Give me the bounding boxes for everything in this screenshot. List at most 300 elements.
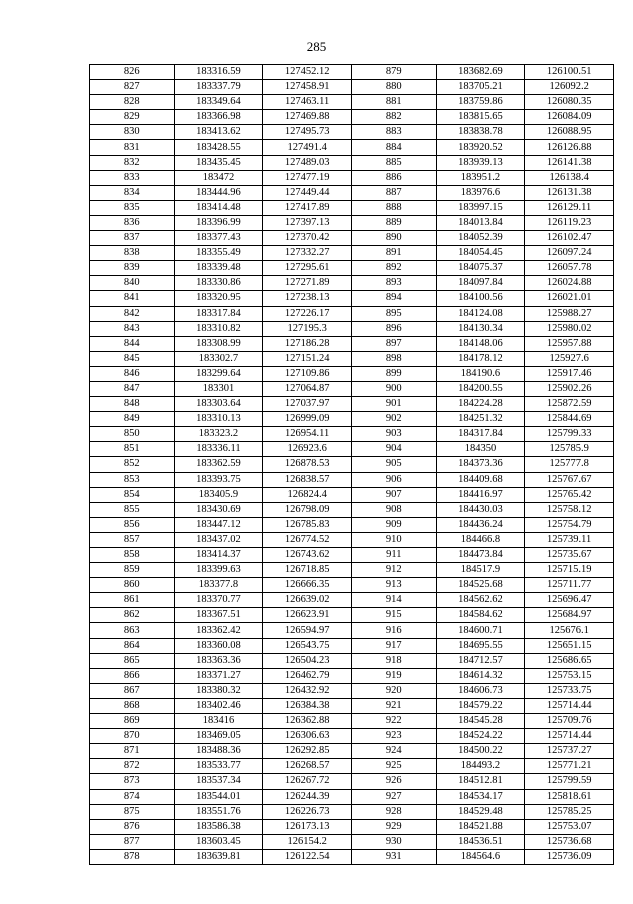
x-coordinate-cell: 184317.84: [436, 427, 525, 442]
x-coordinate-cell: 184409.68: [436, 472, 525, 487]
y-coordinate-cell: 125736.68: [525, 834, 614, 849]
point-number-cell: 845: [90, 351, 175, 366]
y-coordinate-cell: 126292.85: [263, 744, 352, 759]
x-coordinate-cell: 184695.55: [436, 638, 525, 653]
point-number-cell: 919: [351, 668, 436, 683]
y-coordinate-cell: 125737.27: [525, 744, 614, 759]
x-coordinate-cell: 183447.12: [174, 517, 263, 532]
point-number-cell: 851: [90, 442, 175, 457]
y-coordinate-cell: 126594.97: [263, 623, 352, 638]
x-coordinate-cell: 184473.84: [436, 548, 525, 563]
x-coordinate-cell: 183339.48: [174, 261, 263, 276]
point-number-cell: 859: [90, 563, 175, 578]
x-coordinate-cell: 183377.43: [174, 231, 263, 246]
x-coordinate-cell: 183316.59: [174, 65, 263, 80]
x-coordinate-cell: 183682.69: [436, 65, 525, 80]
point-number-cell: 930: [351, 834, 436, 849]
x-coordinate-cell: 184148.06: [436, 336, 525, 351]
y-coordinate-cell: 127469.88: [263, 110, 352, 125]
point-number-cell: 841: [90, 291, 175, 306]
y-coordinate-cell: 125739.11: [525, 532, 614, 547]
y-coordinate-cell: 126131.38: [525, 185, 614, 200]
x-coordinate-cell: 183362.59: [174, 457, 263, 472]
x-coordinate-cell: 183405.9: [174, 487, 263, 502]
y-coordinate-cell: 125785.25: [525, 804, 614, 819]
x-coordinate-cell: 184430.03: [436, 502, 525, 517]
y-coordinate-cell: 127186.28: [263, 336, 352, 351]
point-number-cell: 866: [90, 668, 175, 683]
point-number-cell: 894: [351, 291, 436, 306]
x-coordinate-cell: 184524.22: [436, 729, 525, 744]
y-coordinate-cell: 125676.1: [525, 623, 614, 638]
point-number-cell: 837: [90, 231, 175, 246]
table-row: [90, 683, 614, 698]
x-coordinate-cell: 183639.81: [174, 849, 263, 864]
table-row: [90, 668, 614, 683]
x-coordinate-cell: 183414.48: [174, 200, 263, 215]
y-coordinate-cell: 126267.72: [263, 774, 352, 789]
point-number-cell: 925: [351, 759, 436, 774]
x-coordinate-cell: 183544.01: [174, 789, 263, 804]
y-coordinate-cell: 125714.44: [525, 729, 614, 744]
y-coordinate-cell: 126878.53: [263, 457, 352, 472]
point-number-cell: 893: [351, 276, 436, 291]
point-number-cell: 830: [90, 125, 175, 140]
point-number-cell: 884: [351, 140, 436, 155]
table-row: [90, 125, 614, 140]
y-coordinate-cell: 125902.26: [525, 381, 614, 396]
x-coordinate-cell: 184052.39: [436, 231, 525, 246]
table-row: [90, 215, 614, 230]
x-coordinate-cell: 183363.36: [174, 653, 263, 668]
x-coordinate-cell: 184521.88: [436, 819, 525, 834]
y-coordinate-cell: 127495.73: [263, 125, 352, 140]
table-row: [90, 608, 614, 623]
y-coordinate-cell: 126126.88: [525, 140, 614, 155]
y-coordinate-cell: 127463.11: [263, 95, 352, 110]
y-coordinate-cell: 126785.83: [263, 517, 352, 532]
x-coordinate-cell: 183759.86: [436, 95, 525, 110]
point-number-cell: 910: [351, 532, 436, 547]
point-number-cell: 843: [90, 321, 175, 336]
x-coordinate-cell: 184013.84: [436, 215, 525, 230]
point-number-cell: 858: [90, 548, 175, 563]
point-number-cell: 895: [351, 306, 436, 321]
y-coordinate-cell: 127449.44: [263, 185, 352, 200]
y-coordinate-cell: 126021.01: [525, 291, 614, 306]
y-coordinate-cell: 125785.9: [525, 442, 614, 457]
point-number-cell: 920: [351, 683, 436, 698]
point-number-cell: 917: [351, 638, 436, 653]
point-number-cell: 867: [90, 683, 175, 698]
y-coordinate-cell: 125754.79: [525, 517, 614, 532]
x-coordinate-cell: 184436.24: [436, 517, 525, 532]
point-number-cell: 872: [90, 759, 175, 774]
y-coordinate-cell: 126100.51: [525, 65, 614, 80]
point-number-cell: 888: [351, 200, 436, 215]
point-number-cell: 855: [90, 502, 175, 517]
y-coordinate-cell: 127332.27: [263, 246, 352, 261]
y-coordinate-cell: 125684.97: [525, 608, 614, 623]
y-coordinate-cell: 125767.67: [525, 472, 614, 487]
x-coordinate-cell: 183416: [174, 714, 263, 729]
x-coordinate-cell: 184190.6: [436, 366, 525, 381]
point-number-cell: 839: [90, 261, 175, 276]
table-row: [90, 548, 614, 563]
y-coordinate-cell: 127458.91: [263, 80, 352, 95]
x-coordinate-cell: 183360.08: [174, 638, 263, 653]
point-number-cell: 836: [90, 215, 175, 230]
point-number-cell: 878: [90, 849, 175, 864]
point-number-cell: 931: [351, 849, 436, 864]
x-coordinate-cell: 183302.7: [174, 351, 263, 366]
table-row: [90, 442, 614, 457]
y-coordinate-cell: 126088.95: [525, 125, 614, 140]
point-number-cell: 887: [351, 185, 436, 200]
x-coordinate-cell: 184097.84: [436, 276, 525, 291]
y-coordinate-cell: 126639.02: [263, 593, 352, 608]
table-row: [90, 185, 614, 200]
point-number-cell: 929: [351, 819, 436, 834]
x-coordinate-cell: 183435.45: [174, 155, 263, 170]
x-coordinate-cell: 183366.98: [174, 110, 263, 125]
table-row: [90, 65, 614, 80]
x-coordinate-cell: 183330.86: [174, 276, 263, 291]
point-number-cell: 831: [90, 140, 175, 155]
y-coordinate-cell: 126623.91: [263, 608, 352, 623]
table-row: [90, 140, 614, 155]
x-coordinate-cell: 184545.28: [436, 714, 525, 729]
x-coordinate-cell: 183362.42: [174, 623, 263, 638]
y-coordinate-cell: 126774.52: [263, 532, 352, 547]
table-row: [90, 472, 614, 487]
x-coordinate-cell: 184054.45: [436, 246, 525, 261]
table-row: [90, 110, 614, 125]
y-coordinate-cell: 126798.09: [263, 502, 352, 517]
y-coordinate-cell: 125765.42: [525, 487, 614, 502]
table-row: [90, 714, 614, 729]
table-row: [90, 759, 614, 774]
table-row: [90, 638, 614, 653]
x-coordinate-cell: 184500.22: [436, 744, 525, 759]
y-coordinate-cell: 125927.6: [525, 351, 614, 366]
y-coordinate-cell: 126244.39: [263, 789, 352, 804]
table-row: [90, 819, 614, 834]
point-number-cell: 864: [90, 638, 175, 653]
x-coordinate-cell: 183437.02: [174, 532, 263, 547]
point-number-cell: 861: [90, 593, 175, 608]
y-coordinate-cell: 126119.23: [525, 215, 614, 230]
y-coordinate-cell: 125988.27: [525, 306, 614, 321]
x-coordinate-cell: 183705.21: [436, 80, 525, 95]
point-number-cell: 911: [351, 548, 436, 563]
x-coordinate-cell: 183838.78: [436, 125, 525, 140]
table-row: [90, 80, 614, 95]
y-coordinate-cell: 126154.2: [263, 834, 352, 849]
y-coordinate-cell: 126824.4: [263, 487, 352, 502]
point-number-cell: 921: [351, 698, 436, 713]
x-coordinate-cell: 183586.38: [174, 819, 263, 834]
table-row: [90, 774, 614, 789]
point-number-cell: 908: [351, 502, 436, 517]
y-coordinate-cell: 127295.61: [263, 261, 352, 276]
point-number-cell: 840: [90, 276, 175, 291]
point-number-cell: 881: [351, 95, 436, 110]
y-coordinate-cell: 125844.69: [525, 412, 614, 427]
point-number-cell: 890: [351, 231, 436, 246]
x-coordinate-cell: 183399.63: [174, 563, 263, 578]
x-coordinate-cell: 183533.77: [174, 759, 263, 774]
y-coordinate-cell: 126080.35: [525, 95, 614, 110]
table-row: [90, 804, 614, 819]
x-coordinate-cell: 183976.6: [436, 185, 525, 200]
y-coordinate-cell: 127151.24: [263, 351, 352, 366]
point-number-cell: 901: [351, 397, 436, 412]
table-row: [90, 306, 614, 321]
y-coordinate-cell: 127452.12: [263, 65, 352, 80]
y-coordinate-cell: 125771.21: [525, 759, 614, 774]
y-coordinate-cell: 125696.47: [525, 593, 614, 608]
x-coordinate-cell: 183469.05: [174, 729, 263, 744]
table-row: [90, 729, 614, 744]
point-number-cell: 882: [351, 110, 436, 125]
x-coordinate-cell: 183310.82: [174, 321, 263, 336]
table-row: [90, 276, 614, 291]
table-row: [90, 789, 614, 804]
page-number: 285: [306, 39, 327, 54]
point-number-cell: 827: [90, 80, 175, 95]
x-coordinate-cell: 183413.62: [174, 125, 263, 140]
x-coordinate-cell: 184584.62: [436, 608, 525, 623]
point-number-cell: 896: [351, 321, 436, 336]
y-coordinate-cell: 126954.11: [263, 427, 352, 442]
y-coordinate-cell: 126024.88: [525, 276, 614, 291]
x-coordinate-cell: 183430.69: [174, 502, 263, 517]
point-number-cell: 915: [351, 608, 436, 623]
y-coordinate-cell: 126838.57: [263, 472, 352, 487]
x-coordinate-cell: 183537.34: [174, 774, 263, 789]
x-coordinate-cell: 183551.76: [174, 804, 263, 819]
x-coordinate-cell: 183402.46: [174, 698, 263, 713]
point-number-cell: 828: [90, 95, 175, 110]
x-coordinate-cell: 183377.8: [174, 578, 263, 593]
point-number-cell: 829: [90, 110, 175, 125]
table-row: [90, 381, 614, 396]
x-coordinate-cell: 184130.34: [436, 321, 525, 336]
y-coordinate-cell: 126226.73: [263, 804, 352, 819]
x-coordinate-cell: 183337.79: [174, 80, 263, 95]
point-number-cell: 833: [90, 170, 175, 185]
y-coordinate-cell: 126923.6: [263, 442, 352, 457]
x-coordinate-cell: 183317.84: [174, 306, 263, 321]
x-coordinate-cell: 183380.32: [174, 683, 263, 698]
x-coordinate-cell: 184534.17: [436, 789, 525, 804]
y-coordinate-cell: 127417.89: [263, 200, 352, 215]
x-coordinate-cell: 183444.96: [174, 185, 263, 200]
point-number-cell: 848: [90, 397, 175, 412]
point-number-cell: 924: [351, 744, 436, 759]
y-coordinate-cell: 125733.75: [525, 683, 614, 698]
point-number-cell: 928: [351, 804, 436, 819]
point-number-cell: 834: [90, 185, 175, 200]
y-coordinate-cell: 125799.33: [525, 427, 614, 442]
y-coordinate-cell: 126504.23: [263, 653, 352, 668]
table-row: [90, 834, 614, 849]
y-coordinate-cell: 126384.38: [263, 698, 352, 713]
point-number-cell: 897: [351, 336, 436, 351]
x-coordinate-cell: 184416.97: [436, 487, 525, 502]
table-row: [90, 291, 614, 306]
x-coordinate-cell: 184100.56: [436, 291, 525, 306]
y-coordinate-cell: 127491.4: [263, 140, 352, 155]
y-coordinate-cell: 126306.63: [263, 729, 352, 744]
y-coordinate-cell: 125735.67: [525, 548, 614, 563]
x-coordinate-cell: 183815.65: [436, 110, 525, 125]
table-row: [90, 698, 614, 713]
y-coordinate-cell: 125736.09: [525, 849, 614, 864]
y-coordinate-cell: 126718.85: [263, 563, 352, 578]
x-coordinate-cell: 184224.28: [436, 397, 525, 412]
coordinates-table: [89, 64, 614, 865]
point-number-cell: 871: [90, 744, 175, 759]
x-coordinate-cell: 183349.64: [174, 95, 263, 110]
x-coordinate-cell: 184350: [436, 442, 525, 457]
table-row: [90, 578, 614, 593]
x-coordinate-cell: 184200.55: [436, 381, 525, 396]
x-coordinate-cell: 183396.99: [174, 215, 263, 230]
point-number-cell: 869: [90, 714, 175, 729]
x-coordinate-cell: 183393.75: [174, 472, 263, 487]
table-row: [90, 155, 614, 170]
x-coordinate-cell: 183336.11: [174, 442, 263, 457]
y-coordinate-cell: 127109.86: [263, 366, 352, 381]
point-number-cell: 832: [90, 155, 175, 170]
point-number-cell: 900: [351, 381, 436, 396]
y-coordinate-cell: 127370.42: [263, 231, 352, 246]
table-row: [90, 397, 614, 412]
table-row: [90, 593, 614, 608]
x-coordinate-cell: 184536.51: [436, 834, 525, 849]
point-number-cell: 852: [90, 457, 175, 472]
y-coordinate-cell: 125758.12: [525, 502, 614, 517]
point-number-cell: 838: [90, 246, 175, 261]
coordinates-table-body: [90, 65, 614, 865]
point-number-cell: 885: [351, 155, 436, 170]
table-row: [90, 200, 614, 215]
point-number-cell: 916: [351, 623, 436, 638]
y-coordinate-cell: 127238.13: [263, 291, 352, 306]
table-row: [90, 532, 614, 547]
x-coordinate-cell: 184525.68: [436, 578, 525, 593]
x-coordinate-cell: 184712.57: [436, 653, 525, 668]
y-coordinate-cell: 125651.15: [525, 638, 614, 653]
point-number-cell: 850: [90, 427, 175, 442]
point-number-cell: 879: [351, 65, 436, 80]
point-number-cell: 842: [90, 306, 175, 321]
y-coordinate-cell: 127064.87: [263, 381, 352, 396]
x-coordinate-cell: 183951.2: [436, 170, 525, 185]
y-coordinate-cell: 127195.3: [263, 321, 352, 336]
point-number-cell: 862: [90, 608, 175, 623]
point-number-cell: 899: [351, 366, 436, 381]
y-coordinate-cell: 127477.19: [263, 170, 352, 185]
y-coordinate-cell: 125711.77: [525, 578, 614, 593]
point-number-cell: 870: [90, 729, 175, 744]
point-number-cell: 918: [351, 653, 436, 668]
x-coordinate-cell: 184373.36: [436, 457, 525, 472]
table-row: [90, 366, 614, 381]
x-coordinate-cell: 183308.99: [174, 336, 263, 351]
y-coordinate-cell: 125980.02: [525, 321, 614, 336]
x-coordinate-cell: 184466.8: [436, 532, 525, 547]
y-coordinate-cell: 125799.59: [525, 774, 614, 789]
x-coordinate-cell: 183472: [174, 170, 263, 185]
y-coordinate-cell: 126129.11: [525, 200, 614, 215]
x-coordinate-cell: 183367.51: [174, 608, 263, 623]
x-coordinate-cell: 183299.64: [174, 366, 263, 381]
point-number-cell: 875: [90, 804, 175, 819]
x-coordinate-cell: 184493.2: [436, 759, 525, 774]
y-coordinate-cell: 125777.8: [525, 457, 614, 472]
point-number-cell: 906: [351, 472, 436, 487]
y-coordinate-cell: 127489.03: [263, 155, 352, 170]
table-row: [90, 457, 614, 472]
x-coordinate-cell: 183920.52: [436, 140, 525, 155]
x-coordinate-cell: 183323.2: [174, 427, 263, 442]
y-coordinate-cell: 127397.13: [263, 215, 352, 230]
x-coordinate-cell: 184600.71: [436, 623, 525, 638]
y-coordinate-cell: 125872.59: [525, 397, 614, 412]
y-coordinate-cell: 127226.17: [263, 306, 352, 321]
y-coordinate-cell: 126084.09: [525, 110, 614, 125]
y-coordinate-cell: 126432.92: [263, 683, 352, 698]
y-coordinate-cell: 126138.4: [525, 170, 614, 185]
x-coordinate-cell: 183320.95: [174, 291, 263, 306]
x-coordinate-cell: 183488.36: [174, 744, 263, 759]
table-row: [90, 246, 614, 261]
y-coordinate-cell: 125714.44: [525, 698, 614, 713]
y-coordinate-cell: 125715.19: [525, 563, 614, 578]
table-row: [90, 321, 614, 336]
point-number-cell: 886: [351, 170, 436, 185]
point-number-cell: 907: [351, 487, 436, 502]
point-number-cell: 903: [351, 427, 436, 442]
x-coordinate-cell: 183997.15: [436, 200, 525, 215]
point-number-cell: 873: [90, 774, 175, 789]
y-coordinate-cell: 125753.15: [525, 668, 614, 683]
table-row: [90, 487, 614, 502]
table-row: [90, 744, 614, 759]
y-coordinate-cell: 127037.97: [263, 397, 352, 412]
point-number-cell: 905: [351, 457, 436, 472]
point-number-cell: 863: [90, 623, 175, 638]
x-coordinate-cell: 184562.62: [436, 593, 525, 608]
point-number-cell: 898: [351, 351, 436, 366]
point-number-cell: 857: [90, 532, 175, 547]
y-coordinate-cell: 126462.79: [263, 668, 352, 683]
x-coordinate-cell: 184075.37: [436, 261, 525, 276]
point-number-cell: 923: [351, 729, 436, 744]
y-coordinate-cell: 125818.61: [525, 789, 614, 804]
table-row: [90, 351, 614, 366]
point-number-cell: 912: [351, 563, 436, 578]
point-number-cell: 847: [90, 381, 175, 396]
point-number-cell: 926: [351, 774, 436, 789]
point-number-cell: 904: [351, 442, 436, 457]
point-number-cell: 913: [351, 578, 436, 593]
x-coordinate-cell: 183414.37: [174, 548, 263, 563]
point-number-cell: 865: [90, 653, 175, 668]
